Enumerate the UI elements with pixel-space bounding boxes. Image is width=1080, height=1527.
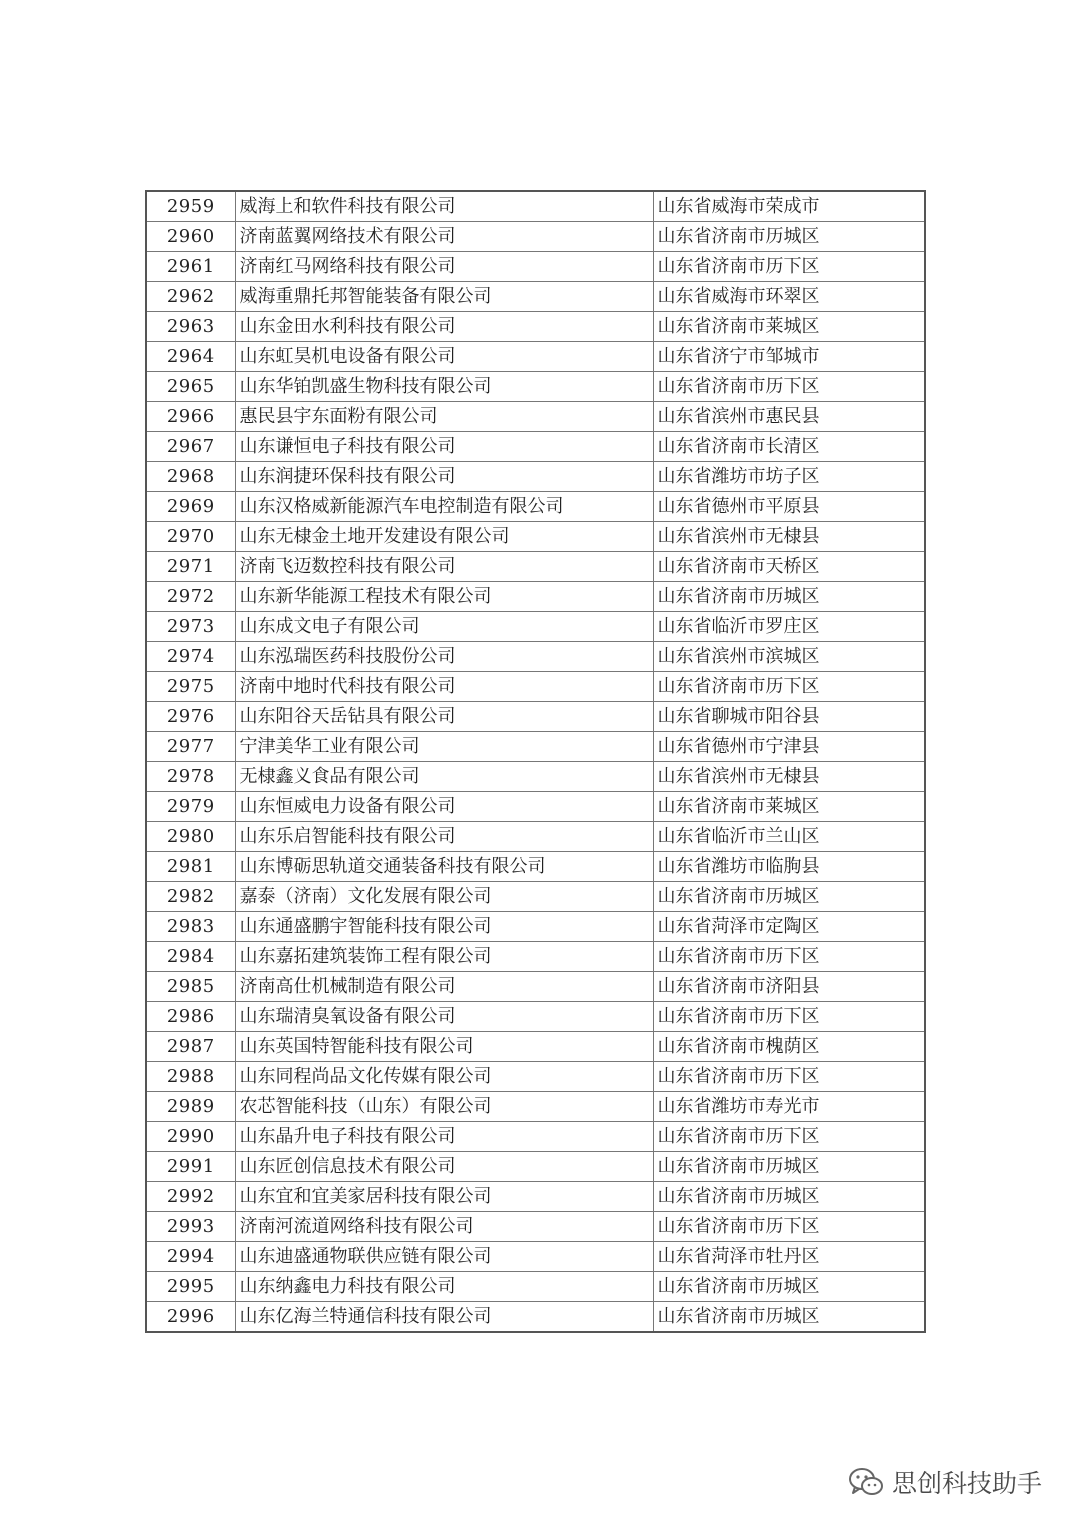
company-location: 山东省潍坊市寿光市 (653, 1092, 925, 1122)
row-number: 2991 (146, 1152, 235, 1182)
company-location: 山东省济南市历城区 (653, 1152, 925, 1182)
company-location: 山东省济南市历下区 (653, 1062, 925, 1092)
company-location: 山东省威海市荣成市 (653, 191, 925, 222)
company-name: 山东嘉拓建筑装饰工程有限公司 (235, 942, 653, 972)
company-name: 山东博砺思轨道交通装备科技有限公司 (235, 852, 653, 882)
company-name: 山东谦恒电子科技有限公司 (235, 432, 653, 462)
row-number: 2986 (146, 1002, 235, 1032)
row-number: 2968 (146, 462, 235, 492)
table-row (146, 462, 925, 492)
company-name: 宁津美华工业有限公司 (235, 732, 653, 762)
row-number: 2995 (146, 1272, 235, 1302)
company-location: 山东省济南市莱城区 (653, 792, 925, 822)
company-list-table (145, 190, 926, 1333)
company-name: 无棣鑫义食品有限公司 (235, 762, 653, 792)
company-name: 山东纳鑫电力科技有限公司 (235, 1272, 653, 1302)
company-name: 山东新华能源工程技术有限公司 (235, 582, 653, 612)
company-location: 山东省济南市历下区 (653, 1212, 925, 1242)
company-location: 山东省济南市历城区 (653, 1272, 925, 1302)
row-number: 2996 (146, 1302, 235, 1333)
table-row (146, 222, 925, 252)
company-name: 惠民县宇东面粉有限公司 (235, 402, 653, 432)
company-location: 山东省临沂市兰山区 (653, 822, 925, 852)
company-location: 山东省威海市环翠区 (653, 282, 925, 312)
row-number: 2978 (146, 762, 235, 792)
company-location: 山东省济南市槐荫区 (653, 1032, 925, 1062)
table-row (146, 1002, 925, 1032)
company-location: 山东省济宁市邹城市 (653, 342, 925, 372)
row-number: 2962 (146, 282, 235, 312)
table-row (146, 282, 925, 312)
company-location: 山东省济南市莱城区 (653, 312, 925, 342)
table-row (146, 792, 925, 822)
company-name: 济南蓝翼网络技术有限公司 (235, 222, 653, 252)
company-name: 山东润捷环保科技有限公司 (235, 462, 653, 492)
company-location: 山东省济南市历城区 (653, 1302, 925, 1333)
row-number: 2990 (146, 1122, 235, 1152)
company-location: 山东省临沂市罗庄区 (653, 612, 925, 642)
table-row (146, 1122, 925, 1152)
table-row (146, 642, 925, 672)
row-number: 2973 (146, 612, 235, 642)
row-number: 2982 (146, 882, 235, 912)
row-number: 2975 (146, 672, 235, 702)
table-row (146, 612, 925, 642)
table-row (146, 552, 925, 582)
watermark (848, 1462, 1042, 1502)
table-row (146, 732, 925, 762)
company-name: 嘉泰（济南）文化发展有限公司 (235, 882, 653, 912)
company-location: 山东省济南市历下区 (653, 372, 925, 402)
table-row (146, 882, 925, 912)
row-number: 2989 (146, 1092, 235, 1122)
table-row (146, 252, 925, 282)
company-name: 山东亿海兰特通信科技有限公司 (235, 1302, 653, 1333)
row-number: 2981 (146, 852, 235, 882)
company-location: 山东省济南市历下区 (653, 942, 925, 972)
company-name: 济南高仕机械制造有限公司 (235, 972, 653, 1002)
company-name: 山东泓瑞医药科技股份公司 (235, 642, 653, 672)
row-number: 2967 (146, 432, 235, 462)
table-row (146, 191, 925, 222)
company-location: 山东省济南市济阳县 (653, 972, 925, 1002)
table-row (146, 1212, 925, 1242)
table-row (146, 402, 925, 432)
company-location: 山东省济南市历城区 (653, 582, 925, 612)
table-row (146, 432, 925, 462)
company-name: 山东成文电子有限公司 (235, 612, 653, 642)
table-row (146, 1272, 925, 1302)
company-location: 山东省济南市历下区 (653, 672, 925, 702)
company-location: 山东省滨州市无棣县 (653, 522, 925, 552)
row-number: 2960 (146, 222, 235, 252)
company-location: 山东省济南市历城区 (653, 882, 925, 912)
row-number: 2964 (146, 342, 235, 372)
company-name: 山东无棣金土地开发建设有限公司 (235, 522, 653, 552)
company-name: 山东瑞清臭氧设备有限公司 (235, 1002, 653, 1032)
row-number: 2961 (146, 252, 235, 282)
company-name: 山东金田水利科技有限公司 (235, 312, 653, 342)
table-row (146, 672, 925, 702)
row-number: 2965 (146, 372, 235, 402)
company-location: 山东省滨州市滨城区 (653, 642, 925, 672)
row-number: 2993 (146, 1212, 235, 1242)
company-location: 山东省聊城市阳谷县 (653, 702, 925, 732)
table-row (146, 492, 925, 522)
company-location: 山东省济南市历下区 (653, 1002, 925, 1032)
table-row (146, 972, 925, 1002)
table-row (146, 1152, 925, 1182)
company-location: 山东省滨州市惠民县 (653, 402, 925, 432)
table-row (146, 822, 925, 852)
table-row (146, 1062, 925, 1092)
company-name: 济南中地时代科技有限公司 (235, 672, 653, 702)
company-name: 济南红马网络科技有限公司 (235, 252, 653, 282)
company-name: 山东晶升电子科技有限公司 (235, 1122, 653, 1152)
company-location: 山东省潍坊市临朐县 (653, 852, 925, 882)
row-number: 2979 (146, 792, 235, 822)
company-location: 山东省济南市天桥区 (653, 552, 925, 582)
row-number: 2959 (146, 191, 235, 222)
table-row (146, 312, 925, 342)
table-row (146, 372, 925, 402)
company-name: 农芯智能科技（山东）有限公司 (235, 1092, 653, 1122)
table-row (146, 852, 925, 882)
table-row (146, 342, 925, 372)
table-row (146, 1032, 925, 1062)
row-number: 2966 (146, 402, 235, 432)
company-location: 山东省潍坊市坊子区 (653, 462, 925, 492)
company-location: 山东省济南市历下区 (653, 252, 925, 282)
company-location: 山东省菏泽市牡丹区 (653, 1242, 925, 1272)
company-location: 山东省济南市历下区 (653, 1122, 925, 1152)
company-location: 山东省德州市平原县 (653, 492, 925, 522)
company-location: 山东省济南市历城区 (653, 222, 925, 252)
company-name: 威海重鼎托邦智能装备有限公司 (235, 282, 653, 312)
company-name: 山东乐启智能科技有限公司 (235, 822, 653, 852)
table-body (146, 191, 925, 1332)
company-location: 山东省济南市历城区 (653, 1182, 925, 1212)
row-number: 2984 (146, 942, 235, 972)
table-row (146, 912, 925, 942)
company-location: 山东省菏泽市定陶区 (653, 912, 925, 942)
row-number: 2969 (146, 492, 235, 522)
table-row (146, 1242, 925, 1272)
table-row (146, 1092, 925, 1122)
company-name: 济南飞迈数控科技有限公司 (235, 552, 653, 582)
company-name: 山东宜和宜美家居科技有限公司 (235, 1182, 653, 1212)
company-name: 山东通盛鹏宇智能科技有限公司 (235, 912, 653, 942)
row-number: 2994 (146, 1242, 235, 1272)
table-row (146, 582, 925, 612)
company-name: 山东虹昊机电设备有限公司 (235, 342, 653, 372)
row-number: 2987 (146, 1032, 235, 1062)
row-number: 2985 (146, 972, 235, 1002)
row-number: 2971 (146, 552, 235, 582)
company-location: 山东省滨州市无棣县 (653, 762, 925, 792)
table-row (146, 1302, 925, 1333)
watermark-text: 思创科技助手 (891, 1469, 1042, 1498)
company-name: 威海上和软件科技有限公司 (235, 191, 653, 222)
company-name: 山东汉格威新能源汽车电控制造有限公司 (235, 492, 653, 522)
row-number: 2972 (146, 582, 235, 612)
company-name: 山东阳谷天岳钻具有限公司 (235, 702, 653, 732)
company-name: 山东同程尚品文化传媒有限公司 (235, 1062, 653, 1092)
row-number: 2983 (146, 912, 235, 942)
table-row (146, 522, 925, 552)
wechat-icon (848, 1466, 884, 1498)
row-number: 2963 (146, 312, 235, 342)
company-name: 山东迪盛通物联供应链有限公司 (235, 1242, 653, 1272)
company-name: 济南河流道网络科技有限公司 (235, 1212, 653, 1242)
table-row (146, 1182, 925, 1212)
row-number: 2988 (146, 1062, 235, 1092)
table-row (146, 702, 925, 732)
company-location: 山东省济南市长清区 (653, 432, 925, 462)
table-row (146, 762, 925, 792)
row-number: 2976 (146, 702, 235, 732)
row-number: 2974 (146, 642, 235, 672)
row-number: 2970 (146, 522, 235, 552)
company-name: 山东恒威电力设备有限公司 (235, 792, 653, 822)
row-number: 2977 (146, 732, 235, 762)
row-number: 2980 (146, 822, 235, 852)
company-location: 山东省德州市宁津县 (653, 732, 925, 762)
company-name: 山东匠创信息技术有限公司 (235, 1152, 653, 1182)
company-name: 山东英国特智能科技有限公司 (235, 1032, 653, 1062)
company-name: 山东华铂凯盛生物科技有限公司 (235, 372, 653, 402)
table-row (146, 942, 925, 972)
row-number: 2992 (146, 1182, 235, 1212)
